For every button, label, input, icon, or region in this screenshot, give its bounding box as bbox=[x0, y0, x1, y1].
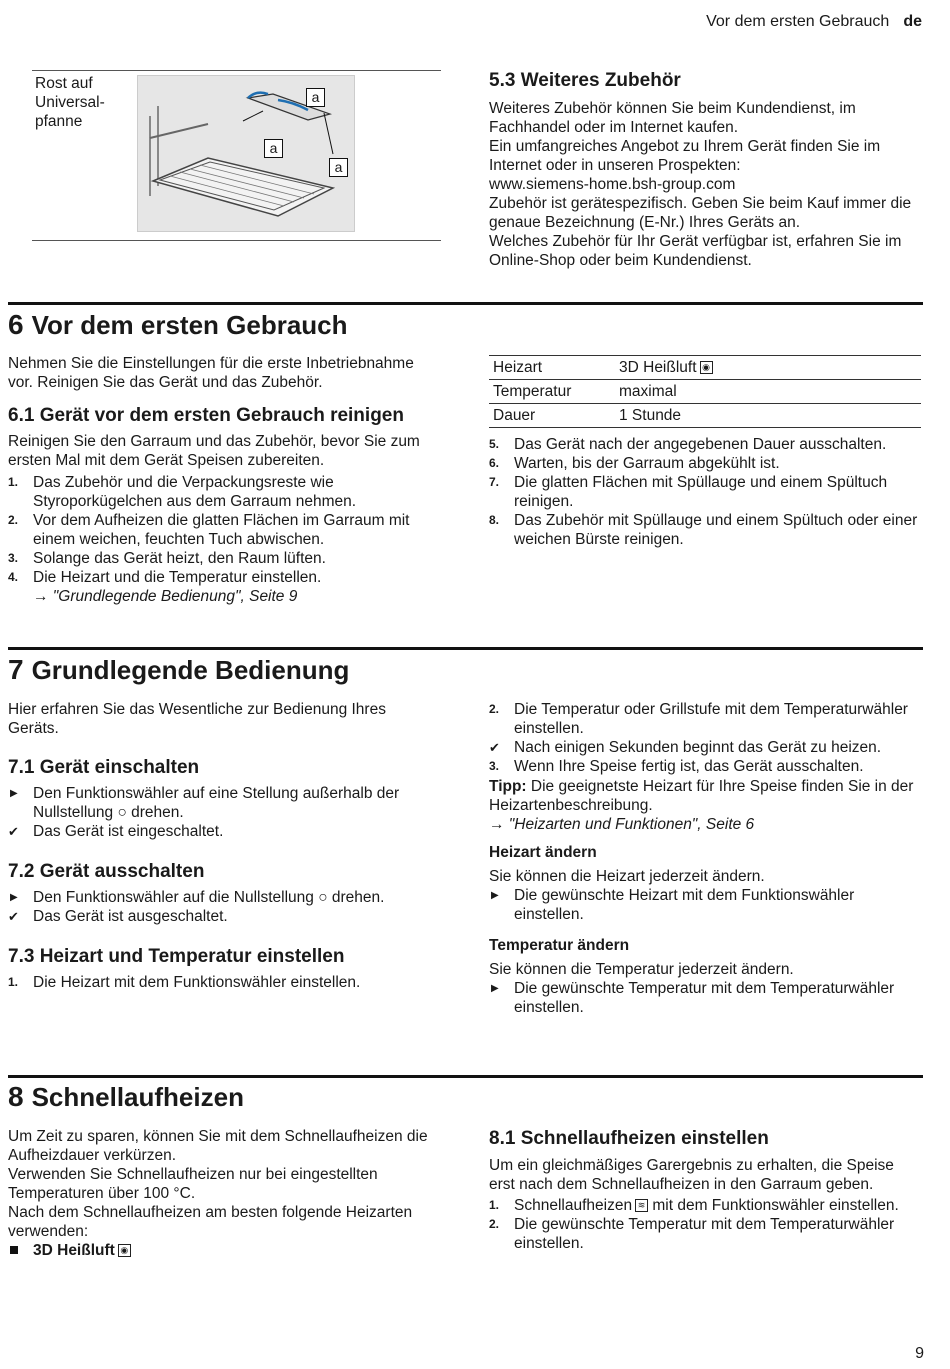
step-number: 6. bbox=[489, 456, 500, 470]
chapter-rule bbox=[8, 302, 923, 305]
action-text-end: drehen. bbox=[331, 889, 385, 906]
step-number: 2. bbox=[489, 1217, 500, 1231]
chapter-rule bbox=[8, 1075, 923, 1078]
checkmark-icon: ✔ bbox=[489, 740, 500, 755]
table-row bbox=[489, 356, 921, 380]
section-7-1-title: 7.1 Gerät einschalten bbox=[8, 757, 200, 778]
callout-a: a bbox=[306, 88, 325, 107]
result-text: Das Gerät ist eingeschaltet. bbox=[33, 823, 224, 840]
action-text: Den Funktionswähler auf die Nullstellung bbox=[33, 889, 314, 906]
table-row bbox=[489, 380, 921, 404]
list-item bbox=[489, 473, 923, 511]
action-arrow-icon: ▶ bbox=[10, 788, 18, 799]
paragraph: Nach dem Schnellaufheizen am besten folgende Heizarten verwenden: bbox=[8, 1204, 413, 1240]
table-value: 3D Heißluft bbox=[619, 359, 697, 376]
step-text: Die gewünschte Temperatur mit dem Temperaturwähler einstellen. bbox=[514, 1216, 895, 1252]
section-6-1-title: 6.1 Gerät vor dem ersten Gebrauch reinigen bbox=[8, 405, 404, 426]
list-item bbox=[489, 1196, 923, 1215]
result-item bbox=[489, 738, 923, 757]
callout-a: a bbox=[264, 139, 283, 158]
callout-a: a bbox=[329, 158, 348, 177]
checkmark-icon: ✔ bbox=[8, 909, 19, 924]
table-cell: Heizart bbox=[489, 356, 615, 380]
list-item bbox=[489, 435, 923, 454]
step-number: 5. bbox=[489, 437, 500, 451]
step-number: 4. bbox=[8, 570, 19, 584]
chapter-rule bbox=[8, 647, 923, 650]
chapter-6-left bbox=[8, 354, 440, 606]
step-text: Die Heizart und die Temperatur einstellen. bbox=[33, 569, 322, 586]
step-number: 1. bbox=[8, 975, 19, 989]
paragraph: Um Zeit zu sparen, können Sie mit dem Schnellaufheizen die Aufheizdauer verkürzen. bbox=[8, 1128, 428, 1164]
chapter-6-right bbox=[489, 355, 923, 549]
step-text: Das Zubehör und die Verpackungsreste wie Styroporkügelchen aus dem Garraum nehmen. bbox=[33, 474, 357, 510]
paragraph: Um ein gleichmäßiges Garergebnis zu erhalten, die Speise erst nach dem Schnellaufheizen in den Garraum geben. bbox=[489, 1157, 894, 1193]
tip-paragraph bbox=[489, 777, 923, 815]
header-title: Vor dem ersten Gebrauch bbox=[706, 13, 890, 30]
list-item bbox=[489, 511, 923, 549]
chapter-number: 6 bbox=[8, 309, 24, 340]
step-text: Die Heizart mit dem Funktionswähler einstellen. bbox=[33, 974, 361, 991]
step-text: Schnellaufheizen bbox=[514, 1197, 633, 1214]
step-number: 1. bbox=[8, 475, 19, 489]
action-arrow-icon: ▶ bbox=[491, 890, 499, 901]
list-item bbox=[8, 511, 440, 549]
action-arrow-icon: ▶ bbox=[10, 892, 18, 903]
paragraph: Sie können die Temperatur jederzeit ändern. bbox=[489, 961, 794, 978]
paragraph: Welches Zubehör für Ihr Gerät verfügbar ist, erfahren Sie im Online-Shop oder beim Kundendienst. bbox=[489, 233, 902, 269]
result-text: Nach einigen Sekunden beginnt das Gerät zu heizen. bbox=[514, 739, 882, 756]
zero-position-icon: ○ bbox=[117, 804, 127, 821]
tip-text: Die geeignetste Heizart für Ihre Speise finden Sie in der Heizartenbeschreibung. bbox=[489, 778, 914, 814]
list-item bbox=[489, 757, 923, 776]
chapter-heading: Grundlegende Bedienung bbox=[31, 655, 350, 685]
table-cell: maximal bbox=[615, 380, 921, 404]
paragraph: Reinigen Sie den Garraum und das Zubehör, bevor Sie zum ersten Mal mit dem Gerät Speisen zubereiten. bbox=[8, 433, 420, 469]
table-cell bbox=[615, 356, 921, 380]
action-item bbox=[8, 888, 440, 907]
chapter-number: 8 bbox=[8, 1081, 24, 1112]
action-arrow-icon: ▶ bbox=[491, 983, 499, 994]
accessory-label-line: Rost auf bbox=[35, 75, 93, 92]
section-title: 5.3 Weiteres Zubehör bbox=[489, 70, 681, 91]
page-header bbox=[706, 12, 922, 31]
table-top-rule bbox=[32, 70, 441, 71]
step-text: Die Temperatur oder Grillstufe mit dem Temperaturwähler einstellen. bbox=[514, 701, 908, 737]
rack-on-tray-illustration bbox=[137, 75, 355, 232]
section-8-1-title: 8.1 Schnellaufheizen einstellen bbox=[489, 1128, 769, 1149]
table-cell: 1 Stunde bbox=[615, 404, 921, 428]
section-7-3-title: 7.3 Heizart und Temperatur einstellen bbox=[8, 946, 345, 967]
intro-paragraph: Hier erfahren Sie das Wesentliche zur Bedienung Ihres Geräts. bbox=[8, 701, 386, 737]
chapter-heading: Schnellaufheizen bbox=[31, 1082, 244, 1112]
accessory-label-line: pfanne bbox=[35, 113, 83, 130]
action-item bbox=[8, 784, 440, 822]
list-item bbox=[489, 1215, 923, 1253]
paragraph: Ein umfangreiches Angebot zu Ihrem Gerät finden Sie im Internet oder in unseren Prospekten: bbox=[489, 138, 881, 174]
paragraph: Zubehör ist gerätespezifisch. Geben Sie beim Kauf immer die genaue Bezeichnung (E-Nr.) Ihres Geräts an. bbox=[489, 195, 912, 231]
header-language: de bbox=[903, 13, 922, 30]
paragraph: Sie können die Heizart jederzeit ändern. bbox=[489, 868, 765, 885]
section-7-2-title: 7.2 Gerät ausschalten bbox=[8, 861, 205, 882]
action-text: Den Funktionswähler auf eine Stellung außerhalb der Nullstellung bbox=[33, 785, 400, 821]
3d-hot-air-icon: ◉ bbox=[118, 1244, 131, 1257]
table-row bbox=[489, 404, 921, 428]
cross-reference-link[interactable]: → "Grundlegende Bedienung", Seite 9 bbox=[33, 588, 298, 605]
chapter-7-title bbox=[8, 655, 349, 685]
step-text: Solange das Gerät heizt, den Raum lüften. bbox=[33, 550, 326, 567]
step-text: Das Zubehör mit Spüllauge und einem Spültuch oder einer weichen Bürste reinigen. bbox=[514, 512, 918, 548]
step-number: 2. bbox=[489, 702, 500, 716]
step-text: Die glatten Flächen mit Spüllauge und einem Spültuch reinigen. bbox=[514, 474, 888, 510]
3d-hot-air-icon: ◉ bbox=[700, 361, 713, 374]
step-number: 3. bbox=[489, 759, 500, 773]
result-text: Das Gerät ist ausgeschaltet. bbox=[33, 908, 228, 925]
heizart-aendern-title: Heizart ändern bbox=[489, 844, 597, 861]
chapter-7-right bbox=[489, 700, 923, 1017]
paragraph: Verwenden Sie Schnellaufheizen nur bei eingestellten Temperaturen über 100 °C. bbox=[8, 1166, 378, 1202]
page-number: 9 bbox=[915, 1345, 924, 1362]
action-item bbox=[489, 979, 923, 1017]
step-text-end: mit dem Funktionswähler einstellen. bbox=[652, 1197, 899, 1214]
chapter-6-title bbox=[8, 310, 348, 340]
tip-label: Tipp: bbox=[489, 778, 527, 795]
list-item bbox=[8, 1241, 440, 1260]
list-item bbox=[8, 973, 440, 992]
table-cell: Dauer bbox=[489, 404, 615, 428]
settings-table bbox=[489, 355, 921, 428]
list-item bbox=[489, 454, 923, 473]
chapter-number: 7 bbox=[8, 654, 24, 685]
temperatur-aendern-title: Temperatur ändern bbox=[489, 937, 630, 954]
step-text: Wenn Ihre Speise fertig ist, das Gerät ausschalten. bbox=[514, 758, 864, 775]
website-link[interactable]: www.siemens-home.bsh-group.com bbox=[489, 176, 736, 193]
step-text: Das Gerät nach der angegebenen Dauer ausschalten. bbox=[514, 436, 887, 453]
chapter-7-left bbox=[8, 700, 440, 992]
cross-reference-link[interactable]: → "Heizarten und Funktionen", Seite 6 bbox=[489, 816, 755, 833]
step-text: Warten, bis der Garraum abgekühlt ist. bbox=[514, 455, 780, 472]
result-item bbox=[8, 822, 440, 841]
step-number: 8. bbox=[489, 513, 500, 527]
chapter-8-left bbox=[8, 1127, 440, 1260]
chapter-8-right bbox=[489, 1128, 923, 1253]
list-item bbox=[8, 473, 440, 511]
table-cell: Temperatur bbox=[489, 380, 615, 404]
intro-paragraph: Nehmen Sie die Einstellungen für die erste Inbetriebnahme vor. Reinigen Sie das Gerät und das Zubehör. bbox=[8, 355, 414, 391]
step-text: Vor dem Aufheizen die glatten Flächen im Garraum mit einem weichen, feuchten Tuch abwischen. bbox=[33, 512, 410, 548]
step-number: 7. bbox=[489, 475, 500, 489]
accessory-label bbox=[35, 74, 130, 131]
rapid-heat-icon: ≋ bbox=[635, 1199, 648, 1212]
checkmark-icon: ✔ bbox=[8, 824, 19, 839]
step-number: 1. bbox=[489, 1198, 500, 1212]
action-item bbox=[489, 886, 923, 924]
chapter-8-title bbox=[8, 1082, 244, 1112]
bullet-text: 3D Heißluft bbox=[33, 1242, 115, 1259]
action-text-end: drehen. bbox=[131, 804, 184, 821]
list-item bbox=[8, 568, 440, 606]
action-text: Die gewünschte Temperatur mit dem Temperaturwähler einstellen. bbox=[514, 980, 895, 1016]
accessory-label-line: Universal- bbox=[35, 94, 105, 111]
list-item bbox=[8, 549, 440, 568]
table-bottom-rule bbox=[32, 240, 441, 241]
zero-position-icon: ○ bbox=[318, 889, 328, 906]
result-item bbox=[8, 907, 440, 926]
bullet-square-icon bbox=[10, 1246, 18, 1254]
list-item bbox=[489, 700, 923, 738]
action-text: Die gewünschte Heizart mit dem Funktionswähler einstellen. bbox=[514, 887, 855, 923]
step-number: 2. bbox=[8, 513, 19, 527]
chapter-heading: Vor dem ersten Gebrauch bbox=[31, 310, 348, 340]
step-number: 3. bbox=[8, 551, 19, 565]
paragraph: Weiteres Zubehör können Sie beim Kundendienst, im Fachhandel oder im Internet kaufen. bbox=[489, 100, 856, 136]
section-5-3 bbox=[489, 70, 919, 270]
